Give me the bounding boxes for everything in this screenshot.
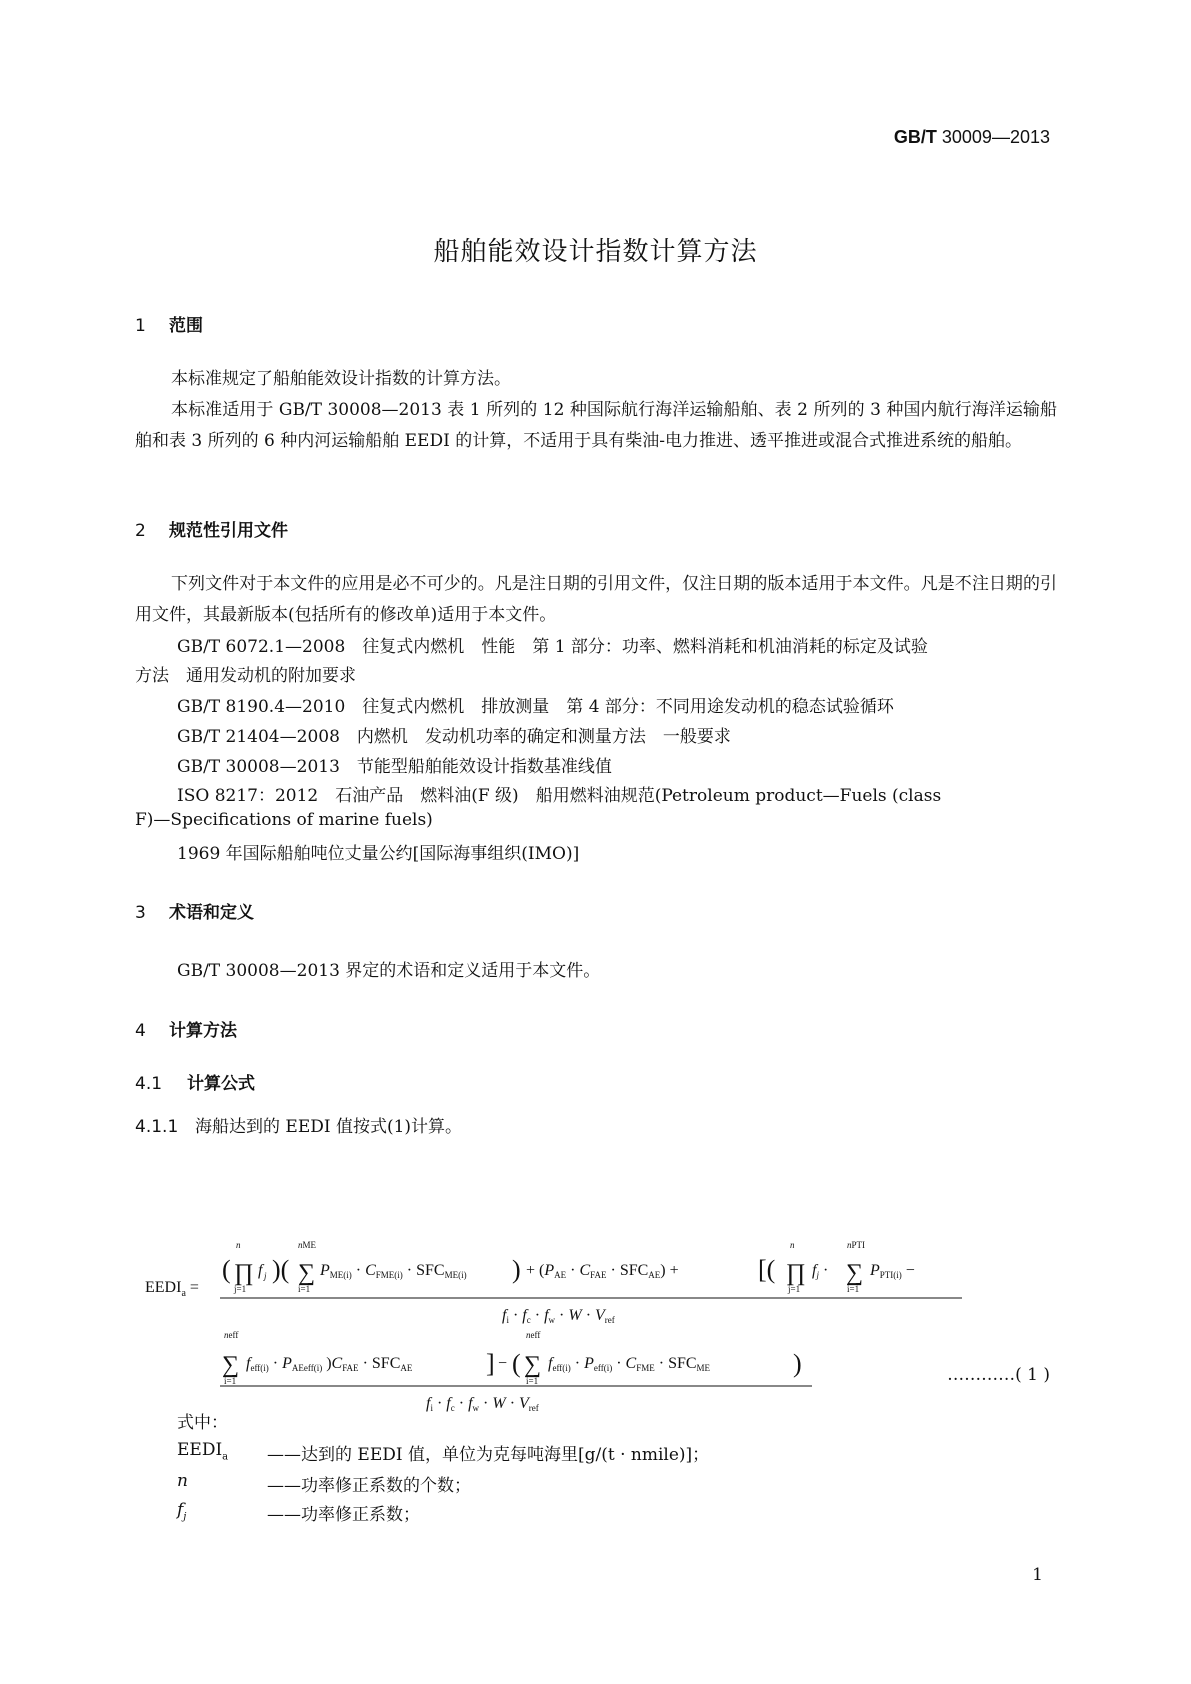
svg-text:∑: ∑ <box>524 1352 542 1378</box>
svg-text:+ (PAE · CFAE · SFCAE) +: + (PAE · CFAE · SFCAE) + <box>526 1262 679 1280</box>
svg-text:∏: ∏ <box>234 1260 254 1286</box>
svg-text:neff: neff <box>224 1330 239 1340</box>
svg-text:∑: ∑ <box>846 1260 864 1286</box>
numerator-line-2 <box>222 1330 802 1386</box>
subsection-4-1-heading <box>135 1069 255 1094</box>
svg-text:)(: )( <box>272 1255 290 1284</box>
clause-text: 海船达到的 EEDI 值按式(1)计算。 <box>195 1117 463 1137</box>
std-prefix: GB/T <box>893 127 937 147</box>
paragraph: 下列文件对于本文件的应用是必不可少的。凡是注日期的引用文件，仅注日期的版本适用于本文件。凡是不注日期的引用文件，其最新版本(包括所有的修改单)适用于本文件。 <box>135 574 1057 625</box>
svg-text:i=1: i=1 <box>224 1376 237 1386</box>
svg-text:(: ( <box>222 1255 231 1284</box>
svg-text:]: ] <box>486 1349 495 1378</box>
svg-text:PPTI(i) −: PPTI(i) − <box>870 1262 915 1280</box>
svg-text:(: ( <box>512 1349 521 1378</box>
svg-text:j=1: j=1 <box>234 1284 247 1294</box>
section-title: 规范性引用文件 <box>169 521 288 541</box>
section-title: 计算公式 <box>187 1074 255 1094</box>
section-3-heading <box>135 898 254 923</box>
paragraph: 本标准适用于 GB/T 30008—2013 表 1 所列的 12 种国际航行海洋运输船舶、表 2 所列的 3 种国内航行海洋运输船舶和表 3 所列的 6 种内河运输船舶 EEDI 的计算，不适用于具有柴油-电力推进、透平推进或混合式推进系统的船舶。 <box>135 400 1057 451</box>
svg-text:PME(i) · CFME(i) · SFCME(i): PME(i) · CFME(i) · SFCME(i) <box>320 1262 467 1280</box>
svg-text:): ) <box>512 1255 521 1284</box>
section-number: 4.1 <box>135 1074 163 1094</box>
definition-fj: ——功率修正系数； <box>267 1505 420 1525</box>
symbol-fj: $f_j$ <box>177 1500 187 1523</box>
denominator-2: fi · fc · fw · W · Vref <box>426 1395 539 1413</box>
svg-text:i=1: i=1 <box>847 1284 860 1294</box>
standard-number <box>894 127 1050 148</box>
section-4-heading <box>135 1016 237 1041</box>
section-1-heading <box>135 311 203 336</box>
svg-text:feff(i) · Peff(i) · CFME · SFC: feff(i) · Peff(i) · CFME · SFCME <box>548 1355 711 1373</box>
svg-text:−: − <box>498 1355 508 1372</box>
document-title: 船舶能效设计指数计算方法 <box>433 237 758 267</box>
clause-4-1-1 <box>135 1112 462 1137</box>
svg-text:nPTI: nPTI <box>847 1240 865 1250</box>
svg-text:n: n <box>236 1240 241 1250</box>
svg-text:f: f <box>258 1262 263 1279</box>
formula-lhs: $EEDI_a$ = <box>145 1279 199 1299</box>
numerator-line-1 <box>222 1240 915 1294</box>
paragraph: GB/T 30008—2013 界定的术语和定义适用于本文件。 <box>177 961 601 981</box>
svg-text:i=1: i=1 <box>526 1376 539 1386</box>
reference-item: GB/T 21404—2008 内燃机 发动机功率的确定和测量方法 一般要求 <box>177 727 731 747</box>
page-number: 1 <box>1032 1565 1043 1585</box>
eedi-formula <box>145 1230 1050 1413</box>
section-title: 计算方法 <box>169 1021 237 1041</box>
definition-n: ——功率修正系数的个数； <box>267 1476 471 1496</box>
svg-text:n: n <box>790 1240 795 1250</box>
where-intro: 式中： <box>177 1413 228 1433</box>
svg-text:): ) <box>793 1349 802 1378</box>
reference-item: GB/T 30008—2013 节能型船舶能效设计指数基准线值 <box>177 757 612 777</box>
section-title: 术语和定义 <box>169 903 254 923</box>
reference-item-cont: 方法 通用发动机的附加要求 <box>135 666 356 686</box>
section-number: 4 <box>135 1021 146 1041</box>
reference-item: 1969 年国际船舶吨位丈量公约[国际海事组织(IMO)] <box>177 844 580 864</box>
reference-item: GB/T 8190.4—2010 往复式内燃机 排放测量 第 4 部分：不同用途发动机的稳态试验循环 <box>177 697 894 717</box>
svg-text:neff: neff <box>526 1330 541 1340</box>
svg-text:∑: ∑ <box>298 1260 316 1286</box>
symbol-n: n <box>177 1471 188 1491</box>
reference-item: ISO 8217：2012 石油产品 燃料油(F 级) 船用燃料油规范(Petroleum product—Fuels (class <box>177 786 942 806</box>
section-number: 3 <box>135 903 146 923</box>
svg-text:i=1: i=1 <box>298 1284 311 1294</box>
svg-text:j=1: j=1 <box>788 1284 801 1294</box>
equation-label: …………( 1 ) <box>947 1365 1050 1385</box>
clause-number: 4.1.1 <box>135 1117 179 1137</box>
section-title: 范围 <box>169 316 203 336</box>
section-number: 1 <box>135 316 146 336</box>
section-number: 2 <box>135 521 146 541</box>
svg-text:fj ·: fj · <box>812 1262 829 1280</box>
svg-text:feff(i) · PAEeff(i) )CFAE · SF: feff(i) · PAEeff(i) )CFAE · SFCAE <box>246 1355 413 1373</box>
denominator-1: fi · fc · fw · W · Vref <box>502 1307 615 1325</box>
svg-text:nME: nME <box>298 1240 316 1250</box>
svg-text:[(: [( <box>758 1255 776 1284</box>
reference-item-cont: F)—Specifications of marine fuels) <box>135 810 433 830</box>
paragraph: 本标准规定了船舶能效设计指数的计算方法。 <box>171 369 511 389</box>
std-code: 30009—2013 <box>941 127 1050 147</box>
svg-text:∏: ∏ <box>786 1260 806 1286</box>
definition-eedi-a: ——达到的 EEDI 值，单位为克每吨海里[g/(t · nmile)]； <box>267 1445 710 1465</box>
svg-text:j: j <box>264 1271 267 1281</box>
symbol-eedi-a: $EEDI_a$ <box>177 1440 229 1463</box>
section-2-heading <box>135 516 288 541</box>
reference-item: GB/T 6072.1—2008 往复式内燃机 性能 第 1 部分：功率、燃料消耗和机油消耗的标定及试验 <box>177 637 928 657</box>
svg-text:∑: ∑ <box>222 1352 240 1378</box>
